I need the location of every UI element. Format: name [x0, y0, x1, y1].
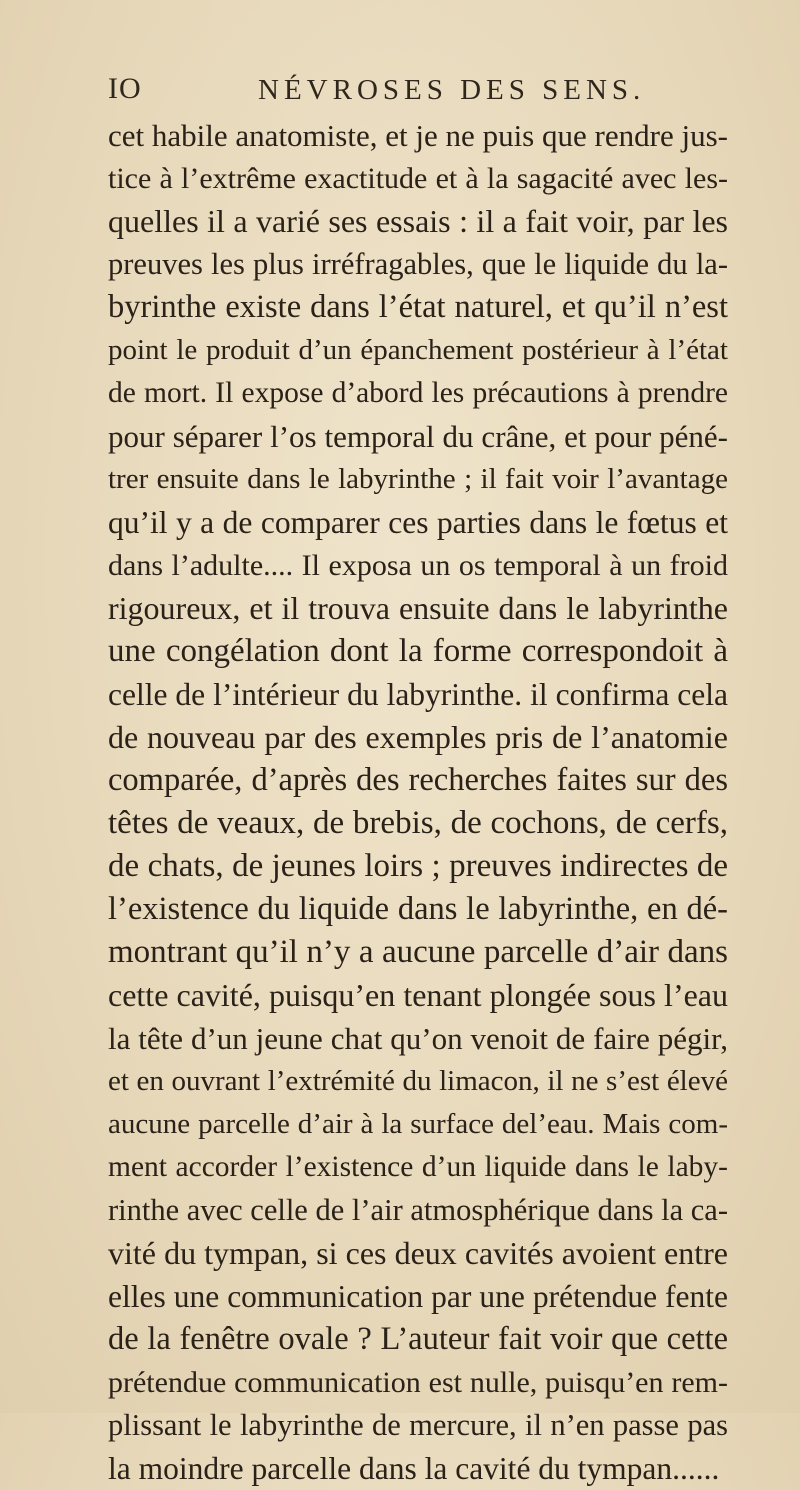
text-line: prétendue communication est nulle, puisqu’en rem- [108, 1366, 728, 1399]
text-line: têtes de veaux, de brebis, de cochons, de cerfs, [108, 805, 728, 841]
text-line: plissant le labyrinthe de mercure, il n’en passe pas [108, 1408, 728, 1442]
text-line: preuves les plus irréfragables, que le liquide du la- [108, 247, 728, 281]
text-line: celle de l’intérieur du labyrinthe. il confirma cela [108, 677, 728, 712]
text-line: qu’il y a de comparer ces parties dans le fœtus et [108, 505, 728, 540]
text-line: ment accorder l’existence d’un liquide dans le laby- [108, 1151, 728, 1183]
text-line: de chats, de jeunes loirs ; preuves indirectes de [108, 848, 728, 884]
text-line: tice à l’extrême exactitude et à la sagacité avec les- [108, 162, 728, 195]
text-line: vité du tympan, si ces deux cavités avoient entre [108, 1235, 728, 1271]
text-line: de la fenêtre ovale ? L’auteur fait voir que cette [108, 1321, 728, 1357]
text-line: montrant qu’il n’y a aucune parcelle d’air dans [108, 934, 728, 970]
text-line: rinthe avec celle de l’air atmosphérique dans la ca- [108, 1193, 728, 1227]
text-line: de mort. Il expose d’abord les précautions à prendre [108, 377, 728, 409]
text-line: comparée, d’après des recherches faites sur des [108, 762, 728, 798]
text-line: dans l’adulte.... Il exposa un os temporal à un froid [108, 549, 728, 582]
text-line: quelles il a varié ses essais : il a fait voir, par les [108, 203, 728, 239]
body-text [108, 114, 728, 1490]
text-line: rigoureux, et il trouva ensuite dans le labyrinthe [108, 590, 728, 626]
text-line: cette cavité, puisqu’en tenant plongée sous l’eau [108, 977, 728, 1013]
text-line: trer ensuite dans le labyrinthe ; il fait voir l’avantage [108, 463, 728, 495]
running-head [108, 72, 728, 112]
text-line: une congélation dont la forme correspondoit à [108, 633, 728, 669]
text-line: pour séparer l’os temporal du crâne, et pour péné- [108, 419, 728, 454]
text-line: point le produit d’un épanchement postérieur à l’état [108, 334, 728, 366]
text-line: de nouveau par des exemples pris de l’anatomie [108, 719, 728, 755]
text-line: la moindre parcelle dans la cavité du tympan...... [108, 1451, 720, 1486]
text-line: cet habile anatomiste, et je ne puis que rendre jus- [108, 118, 728, 153]
page-number: IO [108, 72, 142, 105]
text-line: elles une communication par une prétendue fente [108, 1279, 728, 1314]
text-line: et en ouvrant l’extrémité du limacon, il ne s’est élevé [108, 1065, 728, 1097]
text-line: la tête d’un jeune chat qu’on venoit de faire pégir, [108, 1021, 728, 1056]
running-title: NÉVROSES DES SENS. [258, 74, 646, 106]
text-line: byrinthe existe dans l’état naturel, et qu’il n’est [108, 289, 728, 325]
text-line: aucune parcelle d’air à la surface del’eau. Mais com- [108, 1108, 728, 1140]
text-line: l’existence du liquide dans le labyrinthe, en dé- [108, 891, 728, 927]
